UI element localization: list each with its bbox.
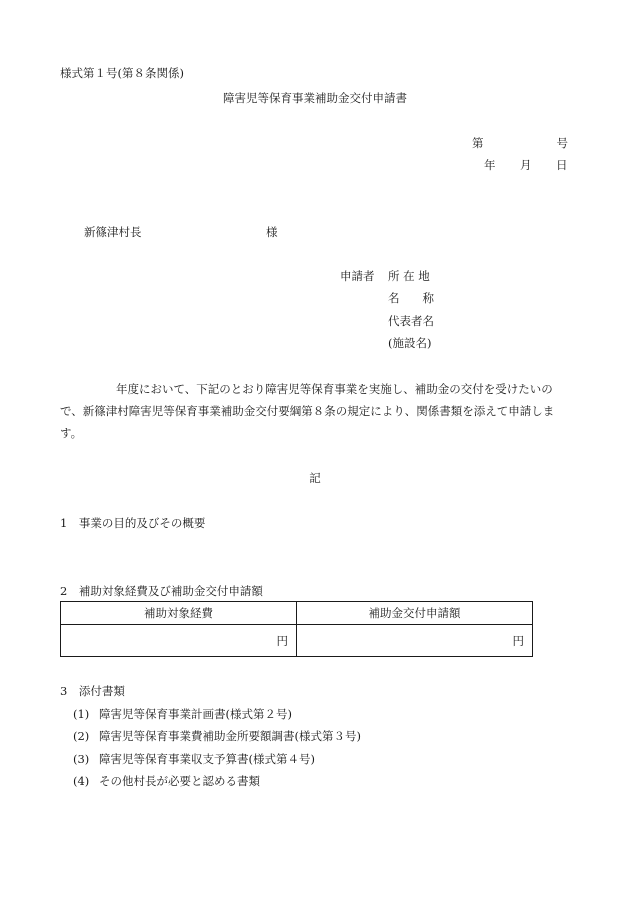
attachment-number: (4)	[73, 774, 90, 788]
attachment-number: (1)	[73, 707, 90, 721]
date-day: 日	[556, 158, 568, 172]
applicant-label: 申請者	[340, 269, 375, 283]
column-header-requested-amount: 補助金交付申請額	[297, 602, 533, 625]
applicant-name: 名 称	[388, 291, 434, 305]
section3-title: 3 添付書類	[60, 684, 125, 698]
applicant-facility: (施設名)	[388, 336, 432, 350]
attachment-text: その他村長が必要と認める書類	[99, 774, 260, 788]
eligible-expense-cell[interactable]: 円	[61, 625, 297, 657]
addressee-name: 新篠津村長	[84, 225, 142, 239]
date-year: 年	[484, 158, 496, 172]
doc-number-go: 号	[556, 136, 568, 150]
body-paragraph	[60, 378, 570, 444]
attachment-number: (3)	[73, 752, 90, 766]
attachment-number: (2)	[73, 729, 90, 743]
addressee-suffix: 様	[266, 225, 278, 239]
attachment-item	[73, 706, 292, 722]
ki-heading: 記	[309, 471, 321, 485]
column-header-eligible-expense: 補助対象経費	[61, 602, 297, 625]
section1-title: 1 事業の目的及びその概要	[60, 516, 206, 530]
form-number: 様式第１号(第８条関係)	[60, 66, 184, 80]
attachment-text: 障害児等保育事業収支予算書(様式第４号)	[99, 752, 315, 766]
date-month: 月	[520, 158, 532, 172]
doc-number-dai: 第	[472, 136, 484, 150]
attachment-text: 障害児等保育事業費補助金所要額調書(様式第３号)	[99, 729, 361, 743]
section2-title: 2 補助対象経費及び補助金交付申請額	[60, 584, 263, 598]
attachment-item	[73, 728, 361, 744]
requested-amount-cell[interactable]: 円	[297, 625, 533, 657]
applicant-address: 所 在 地	[388, 269, 430, 283]
addressee	[84, 224, 284, 240]
applicant-representative: 代表者名	[388, 314, 434, 328]
attachment-item	[73, 751, 315, 767]
attachment-item	[73, 773, 260, 789]
expense-table	[60, 601, 533, 657]
body-text: 年度において、下記のとおり障害児等保育事業を実施し、補助金の交付を受けたいので、新篠津村障害児等保育事業補助金交付要綱第８条の規定により、関係書類を添えて申請します。	[60, 382, 555, 440]
document-title: 障害児等保育事業補助金交付申請書	[223, 91, 407, 105]
attachment-text: 障害児等保育事業計画書(様式第２号)	[99, 707, 292, 721]
